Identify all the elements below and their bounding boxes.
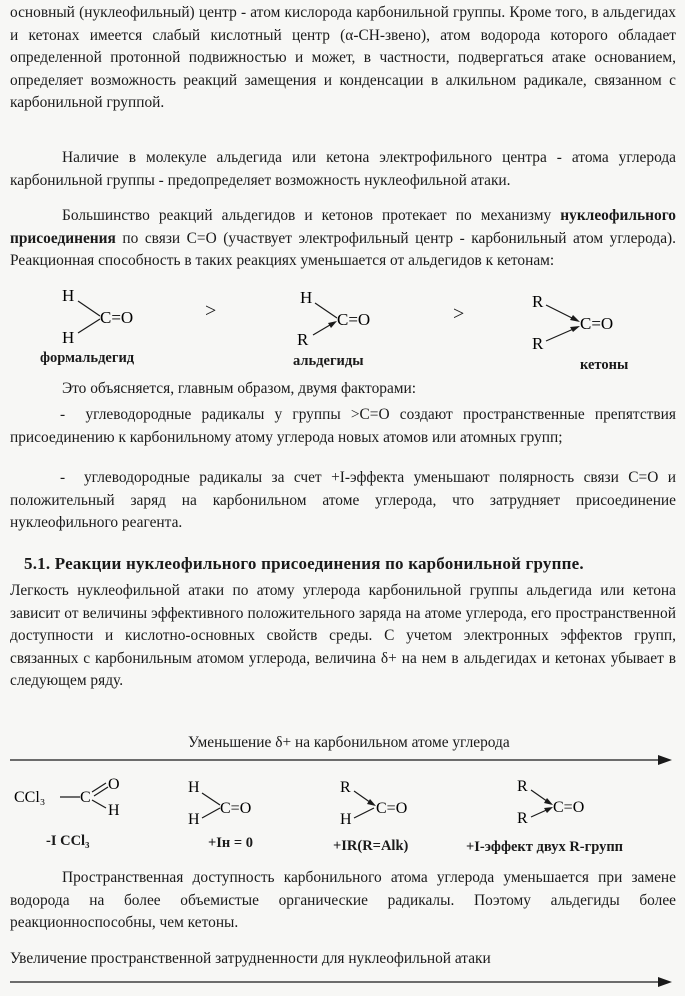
carbonyl-group: C=O (376, 800, 408, 817)
label-aldehydes: альдегиды (293, 353, 364, 369)
section-heading: 5.1. Реакции нуклеофильного присоединения по карбонильной группе. (24, 554, 584, 573)
mechanism-text-after: по связи C=O (участвует электрофильный центр - карбонильный атом углерода). Реакционная способность в таких реакциях уменьшается от альдегидов к кетонам: (10, 229, 676, 269)
aldehyde-structure (295, 285, 405, 355)
formaldehyde-structure (60, 283, 170, 353)
atom-r: R (340, 779, 351, 796)
formaldehyde-structure (186, 778, 296, 830)
paragraph-electrophile: Наличие в молекуле альдегида или кетона электрофильного центра - атома углерода карбонильной группы - предопределяет возможность нуклеофильной атаки. (10, 149, 676, 189)
label-formaldehyde: формальдегид (40, 350, 135, 366)
bullet-item (10, 467, 676, 535)
greater-sign: > (453, 303, 465, 325)
atom-h: H (62, 328, 75, 347)
mechanism-text-before: Большинство реакций альдегидов и кетонов протекает по механизму (62, 207, 561, 224)
atom-r: R (532, 334, 544, 353)
bullet-mark: - (60, 406, 66, 423)
ketone-structure (515, 777, 625, 829)
trichloroacetaldehyde-structure (14, 775, 144, 825)
bullet-text: углеводородные радикалы у группы >C=O создают пространственные препятствия присоединению к карбонильному атому углерода новых атомов или атомных групп; (10, 406, 676, 446)
label-plus-ih-zero: +Iн = 0 (208, 835, 254, 851)
paragraph-carbonyl-centers: основный (нуклеофильный) центр - атом кислорода карбонильной группы. Кроме того, в альдегидах и кетонах имеется слабый кислотный центр (α-CH-звено), атом водорода которого обладает определенной протонной подвижностью и может, в частности, подвергаться атаке основанием, определяет возможность реакций замещения и конденсации в алкильном радикале, связанном с карбонильной группой. (10, 4, 676, 111)
arrow-caption: Уменьшение δ+ на карбонильном атоме углерода (188, 734, 510, 751)
svg-text:H: H (108, 802, 120, 819)
paragraph-mechanism (10, 205, 676, 273)
ketone-structure (530, 289, 640, 359)
atom-h: H (188, 811, 200, 828)
mechanism-term: нуклеофильного присоединения (10, 207, 676, 247)
atom-r: R (297, 330, 309, 349)
atom-h: H (62, 286, 75, 305)
svg-text:O: O (108, 776, 120, 793)
label-plus-ir: +IR(R=Alk) (333, 838, 409, 854)
carbonyl-group: C=O (100, 308, 134, 327)
atom-h: H (300, 288, 313, 307)
atom-r: R (517, 810, 528, 827)
decrease-arrow (10, 753, 672, 767)
ccl3-group: CCl₃ (14, 789, 46, 806)
svg-text:C: C (80, 789, 91, 806)
carbonyl-group: C=O (337, 310, 371, 329)
paragraph-ease-of-attack: Легкость нуклеофильной атаки по атому углерода карбонильной группы альдегида или кетона зависит от величины эффективного положительного заряда на атоме углерода, его пространственной доступности и кислотно-основных свойств среды. С учетом электронных эффектов групп, связанных с карбонильным атомом углерода, величина δ+ на нем в альдегидах и кетонах убывает в следующем ряду. (10, 582, 676, 689)
carbonyl-group: C=O (580, 314, 614, 333)
atom-h: H (340, 811, 352, 828)
atom-h: H (188, 779, 200, 796)
label-plus-i-two-r: +I-эффект двух R-групп (466, 839, 624, 855)
label-minus-i-ccl3: -I CCl₃ (46, 833, 90, 849)
bullet-item (10, 404, 676, 449)
carbonyl-group: C=O (220, 800, 252, 817)
carbonyl-group: C=O (553, 799, 585, 816)
paragraph-steric-access: Пространственная доступность карбонильного атома углерода уменьшается при замене водорода на более объемистые органические радикалы. Поэтому альдегиды более реакционноспособны, чем кетоны. (10, 869, 676, 931)
bullet-text: углеводородные радикалы за счет +I-эффекта уменьшают полярность связи C=O и положительный заряд на карбонильном атоме углерода, что затрудняет присоединение нуклеофильного реагента. (10, 469, 676, 531)
atom-r: R (532, 292, 544, 311)
bullet-mark: - (60, 469, 66, 486)
atom-r: R (517, 778, 528, 795)
label-ketones: кетоны (580, 357, 629, 373)
paragraph-factors: Это объясняется, главным образом, двумя факторами: (62, 380, 417, 397)
aldehyde-structure (338, 778, 448, 830)
greater-sign: > (205, 300, 217, 322)
increase-arrow (10, 975, 672, 989)
bottom-caption: Увеличение пространственной затрудненности для нуклеофильной атаки (10, 950, 491, 967)
